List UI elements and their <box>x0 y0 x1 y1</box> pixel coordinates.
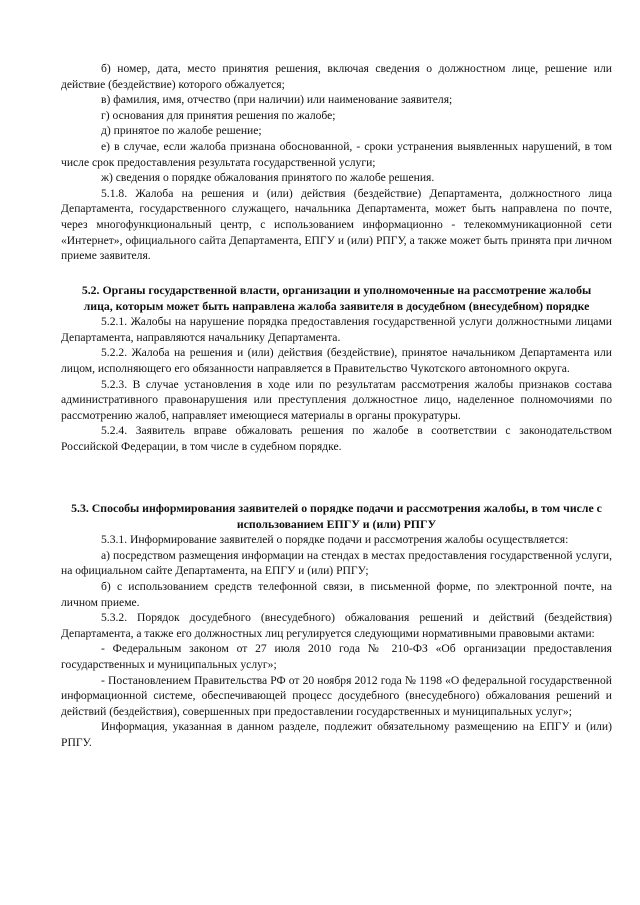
section-5-3-heading: 5.3. Способы информирования заявителей о порядке подачи и рассмотрения жалобы, в том числе с использованием ЕПГУ и (или) РПГУ <box>71 501 602 531</box>
paragraph-item-b: б) номер, дата, место принятия решения, включая сведения о должностном лице, решение или действие (бездействие) которого обжалуется; <box>61 62 612 91</box>
paragraph-5-2-2: 5.2.2. Жалоба на решения и (или) действия (бездействие), принятое начальником Департамента или лицом, исполняющего его обязанности направляется в Правительство Чукотского автономного округа. <box>61 346 612 375</box>
paragraph-item-d: д) принятое по жалобе решение; <box>101 124 262 138</box>
section-5-1-continuation <box>61 61 612 264</box>
paragraph-information-note: Информация, указанная в данном разделе, подлежит обязательному размещению на ЕПГУ и (или) РПГУ. <box>61 720 612 749</box>
section-5-2-heading: 5.2. Органы государственной власти, организации и уполномоченные на рассмотрение жалобы лица, которым может быть направлена жалоба заявителя в досудебном (внесудебном) порядке <box>81 283 592 313</box>
section-5-2 <box>61 283 612 455</box>
paragraph-item-b-2: б) с использованием средств телефонной связи, в письменной форме, по электронной почте, на личном приеме. <box>61 579 612 609</box>
paragraph-5-3-1: 5.3.1. Информирование заявителей о порядке подачи и рассмотрения жалобы осуществляется: <box>101 533 569 547</box>
paragraph-5-2-3: 5.2.3. В случае установления в ходе или по результатам рассмотрения жалобы признаков состава административного правонарушения или преступления должностное лицо, наделенное полномочиями по рассмотрению жалоб, направляет имеющиеся материалы в органы прокуратуры. <box>61 377 612 422</box>
paragraph-5-2-1: 5.2.1. Жалобы на нарушение порядка предоставления государственной услуги должностными лицами Департамента, направляются начальнику Департамента. <box>61 315 612 344</box>
paragraph-federal-law: - Федеральным законом от 27 июля 2010 года № 210-ФЗ «Об организации предоставления государственных и муниципальных услуг»; <box>61 642 612 671</box>
paragraph-item-zh: ж) сведения о порядке обжалования принятого по жалобе решения. <box>101 171 435 185</box>
section-5-3 <box>61 501 612 751</box>
paragraph-item-e: е) в случае, если жалоба признана обоснованной, - сроки устранения выявленных нарушений, в том числе срок предоставления результата государственной услуги; <box>61 139 612 169</box>
paragraph-5-3-2: 5.3.2. Порядок досудебного (внесудебного) обжалования решений и действий (бездействия) Департамента, а также его должностных лиц регулируется следующими нормативными правовыми актами: <box>61 611 612 640</box>
paragraph-5-2-4: 5.2.4. Заявитель вправе обжаловать решения по жалобе в соответствии с законодательством Российской Федерации, в том числе в судебном порядке. <box>61 424 612 453</box>
paragraph-item-g: г) основания для принятия решения по жалобе; <box>101 108 336 122</box>
paragraph-item-v: в) фамилия, имя, отчество (при наличии) или наименование заявителя; <box>101 93 453 107</box>
paragraph-government-decree: - Постановлением Правительства РФ от 20 ноября 2012 года № 1198 «О федеральной государственной информационной системе, обеспечивающей процесс досудебного (внесудебного) обжалования решений и действий (бездействия), совершенных при предоставлении государственных и муниципальных услуг»; <box>61 673 612 718</box>
paragraph-5-1-8: 5.1.8. Жалоба на решения и (или) действия (бездействие) Департамента, должностного лица Департамента, государственного служащего, начальника Департамента, может быть направлена по почте, через многофункциональный центр, с использованием информационно - телекоммуникационной сети «Интернет», официального сайта Департамента, ЕПГУ и (или) РПГУ, а также может быть принята при личном приеме заявителя. <box>61 186 612 263</box>
paragraph-item-a: а) посредством размещения информации на стендах в местах предоставления государственной услуги, на официальном сайте Департамента, на ЕПГУ и (или) РПГУ; <box>61 548 612 578</box>
